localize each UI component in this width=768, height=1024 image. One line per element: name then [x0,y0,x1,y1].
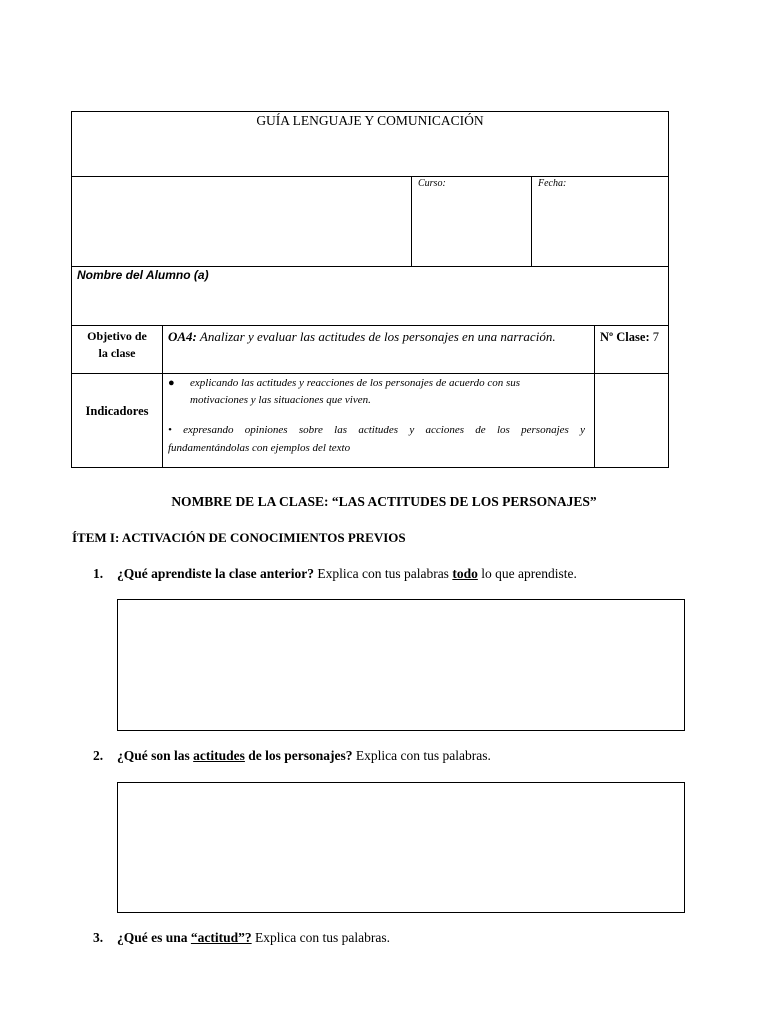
question-1-plain-a: Explica con tus palabras [313,566,453,581]
question-1 [93,566,577,582]
indicator-1 [168,375,588,409]
question-3-number: 3. [93,930,104,945]
objetivo-code: OA4: [168,329,197,344]
question-2-underlined-text: actitudes [193,748,245,763]
objetivo-label [72,328,162,362]
clase-value: 7 [652,330,659,344]
clase-number [600,330,659,345]
bullet-icon: ● [168,377,175,389]
clase-label: Nº Clase: [600,330,650,344]
class-title: NOMBRE DE LA CLASE: “LAS ACTITUDES DE LOS PERSONAJES” [171,494,597,509]
question-2-underlined [193,748,245,763]
answer-box-2[interactable] [117,782,685,913]
answer-box-1[interactable] [117,599,685,731]
objetivo-description: Analizar y evaluar las actitudes de los personajes en una narración. [199,329,556,344]
question-2-bold-b: de los personajes? [244,748,353,763]
question-3 [93,930,390,946]
question-1-underlined-text: todo [452,566,478,581]
question-3-underlined [191,930,252,945]
indicator-1-text1: explicando las actitudes y reacciones de los personajes de acuerdo con sus [190,377,521,389]
indicator-1-line2: motivaciones y las situaciones que viven. [190,394,371,406]
question-1-number: 1. [93,566,104,581]
question-2-plain: Explica con tus palabras. [352,748,491,763]
alumno-label: Nombre del Alumno (a) [77,268,209,282]
item-title: ÍTEM I: ACTIVACIÓN DE CONOCIMIENTOS PREVIOS [72,530,406,545]
question-2 [93,748,491,764]
curso-label: Curso: [418,178,446,189]
question-1-plain-b: lo que aprendiste. [477,566,577,581]
indicator-2-line1: • expresando opiniones sobre las actitudes y acciones de los personajes y [168,424,585,436]
indicator-2 [168,421,585,457]
question-3-plain: Explica con tus palabras. [251,930,390,945]
question-3-bold-a: ¿Qué es una [117,930,191,945]
question-1-bold: ¿Qué aprendiste la clase anterior? [117,566,314,581]
indicator-1-line1 [168,375,588,392]
question-3-underlined-text: “actitud”? [190,930,252,945]
objetivo-label-line2: la clase [98,346,136,360]
indicadores-label: Indicadores [85,404,149,418]
question-2-bold-a: ¿Qué son las [117,748,194,763]
guide-title: GUÍA LENGUAJE Y COMUNICACIÓN [256,113,484,128]
question-1-underlined [452,566,478,581]
objetivo-label-line1: Objetivo de [87,329,147,343]
objetivo-text [168,329,556,345]
question-2-number: 2. [93,748,104,763]
indicator-2-line2: fundamentándolas con ejemplos del texto [168,442,351,454]
fecha-label: Fecha: [538,178,567,189]
